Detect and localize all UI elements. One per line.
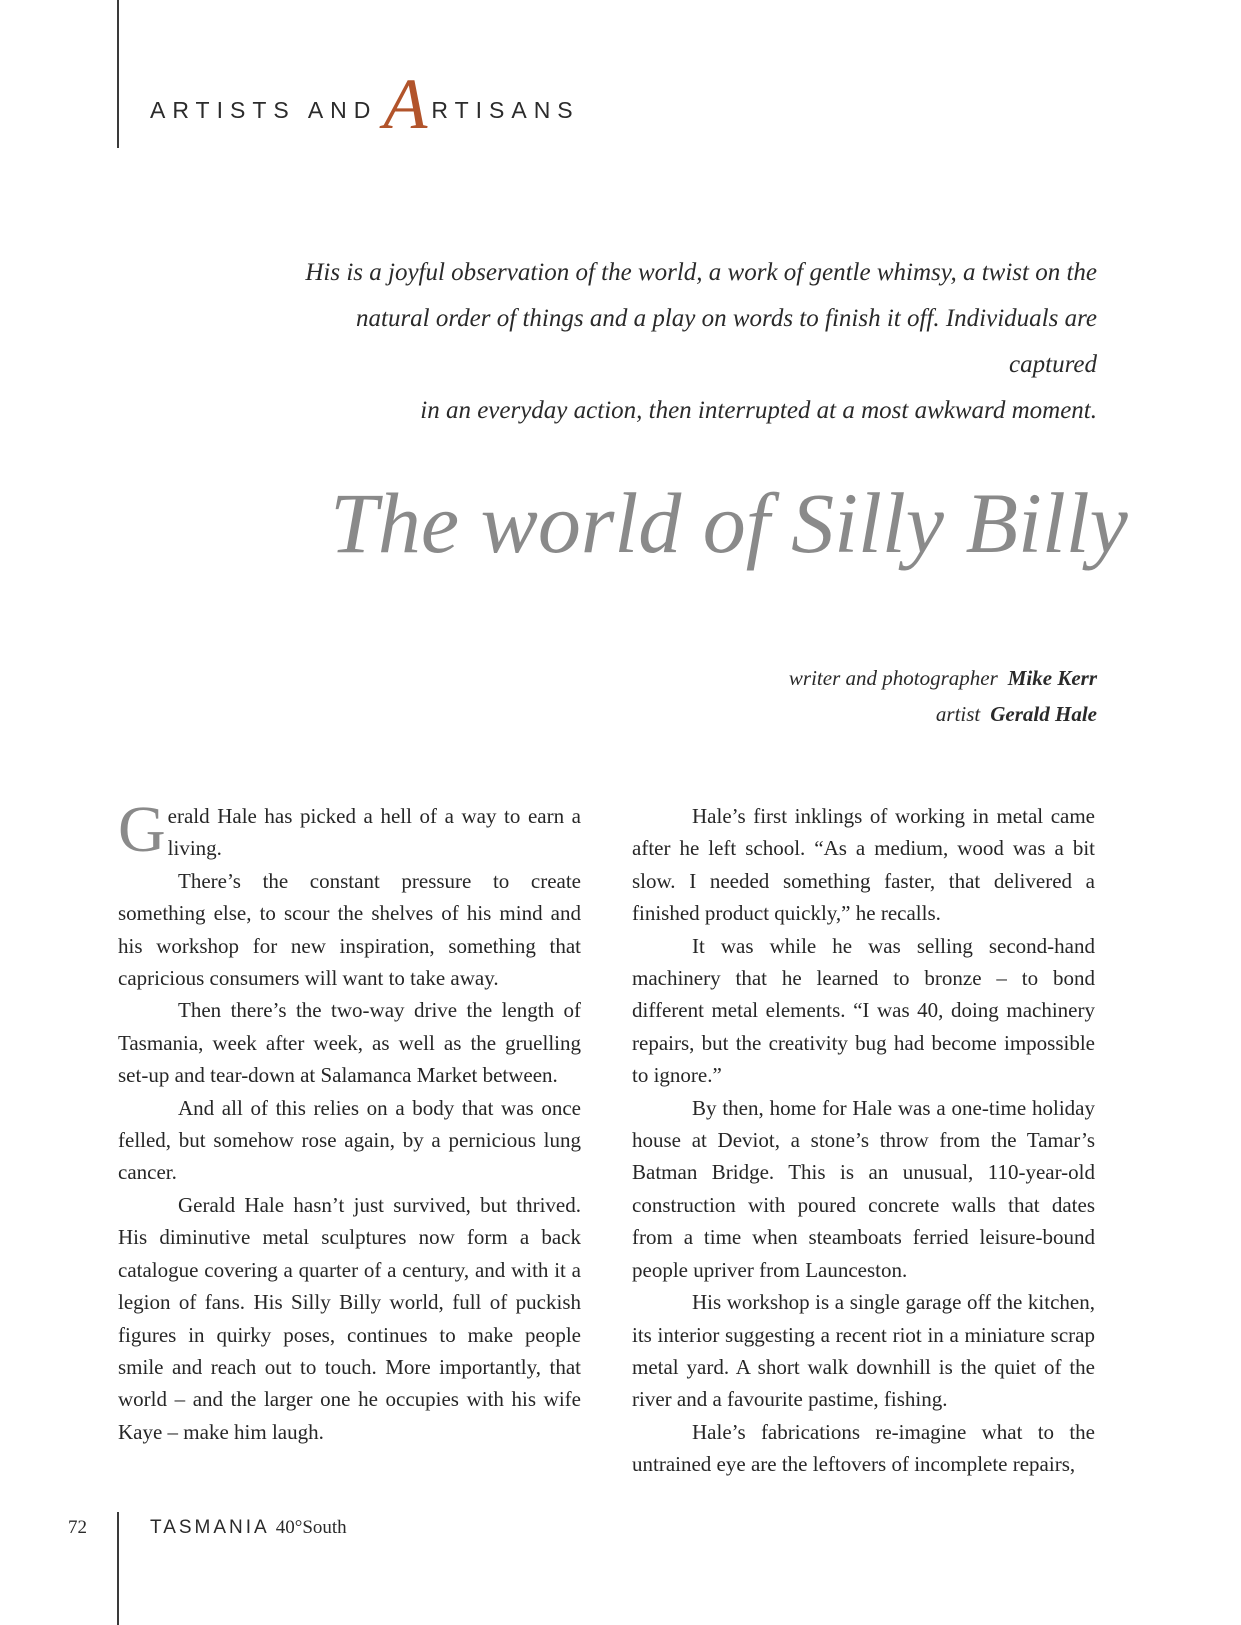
section-header bbox=[150, 64, 580, 144]
drop-cap: G bbox=[118, 793, 166, 866]
credit-writer bbox=[789, 660, 1097, 696]
paragraph: There’s the constant pressure to create something else, to scour the shelves of his mind and his workshop for new inspiration, something that capricious consumers will want to take away. bbox=[118, 868, 581, 991]
standfirst-line: in an everyday action, then interrupted at a most awkward moment. bbox=[420, 397, 1097, 424]
article-headline: The world of Silly Billy bbox=[330, 475, 1128, 571]
paragraph: Hale’s fabrications re-imagine what to the untrained eye are the leftovers of incomplete repairs, bbox=[632, 1419, 1095, 1477]
paragraph: It was while he was selling second-hand machinery that he learned to bronze – to bond different metal elements. “I was 40, doing machinery repairs, but the creativity bug had become impossible to ignore.” bbox=[632, 933, 1095, 1088]
paragraph: And all of this relies on a body that was once felled, but somehow rose again, by a pernicious lung cancer. bbox=[118, 1095, 581, 1185]
credit-writer-role: writer and photographer bbox=[788, 666, 998, 690]
paragraph: By then, home for Hale was a one-time holiday house at Deviot, a stone’s throw from the Tamar’s Batman Bridge. This is an unusual, 110-year-old construction with poured concrete walls that dates from a time when steamboats ferried leisure-bound people upriver from Launceston. bbox=[632, 1095, 1095, 1282]
bottom-vertical-rule bbox=[117, 1512, 119, 1625]
paragraph bbox=[118, 793, 581, 866]
section-header-part2: RTISANS bbox=[431, 97, 580, 123]
article-column-right bbox=[632, 800, 1095, 1481]
paragraph: Hale’s first inklings of working in metal came after he left school. “As a medium, wood was a bit slow. I needed something faster, that delivered a finished product quickly,” he recalls. bbox=[632, 804, 1095, 926]
standfirst-line: natural order of things and a play on words to finish it off. Individuals are captured bbox=[356, 305, 1097, 378]
credit-artist-name: Gerald Hale bbox=[990, 702, 1097, 726]
credit-artist bbox=[789, 696, 1097, 732]
paragraph-text: erald Hale has picked a hell of a way to earn a living. bbox=[167, 804, 581, 861]
paragraph: Then there’s the two-way drive the length of Tasmania, week after week, as well as the gruelling set-up and tear-down at Salamanca Market between. bbox=[118, 998, 581, 1088]
paragraph: Gerald Hale hasn’t just survived, but thrived. His diminutive metal sculptures now form a back catalogue covering a quarter of a century, and with it a legion of fans. His Silly Billy world, full of puckish figures in quirky poses, continues to make people smile and reach out to touch. More importantly, that world – and the larger one he occupies with his wife Kaye – make him laugh. bbox=[118, 1192, 581, 1444]
standfirst bbox=[300, 250, 1097, 434]
credits bbox=[789, 660, 1097, 732]
credit-artist-role: artist bbox=[935, 702, 981, 726]
credit-writer-name: Mike Kerr bbox=[1007, 666, 1097, 690]
page-number: 72 bbox=[68, 1517, 87, 1538]
magazine-footer bbox=[150, 1514, 347, 1542]
article-column-left bbox=[118, 793, 581, 1448]
section-header-part1: ARTISTS AND bbox=[150, 97, 378, 123]
magazine-subtitle: 40°South bbox=[275, 1517, 347, 1538]
standfirst-line: His is a joyful observation of the world, a work of gentle whimsy, a twist on the bbox=[305, 259, 1097, 286]
magazine-name: TASMANIA bbox=[150, 1517, 270, 1538]
section-header-initial: A bbox=[383, 64, 428, 144]
paragraph: His workshop is a single garage off the kitchen, its interior suggesting a recent riot in a miniature scrap metal yard. A short walk downhill is the quiet of the river and a favourite pastime, fishing. bbox=[632, 1290, 1095, 1412]
top-vertical-rule bbox=[117, 0, 119, 148]
